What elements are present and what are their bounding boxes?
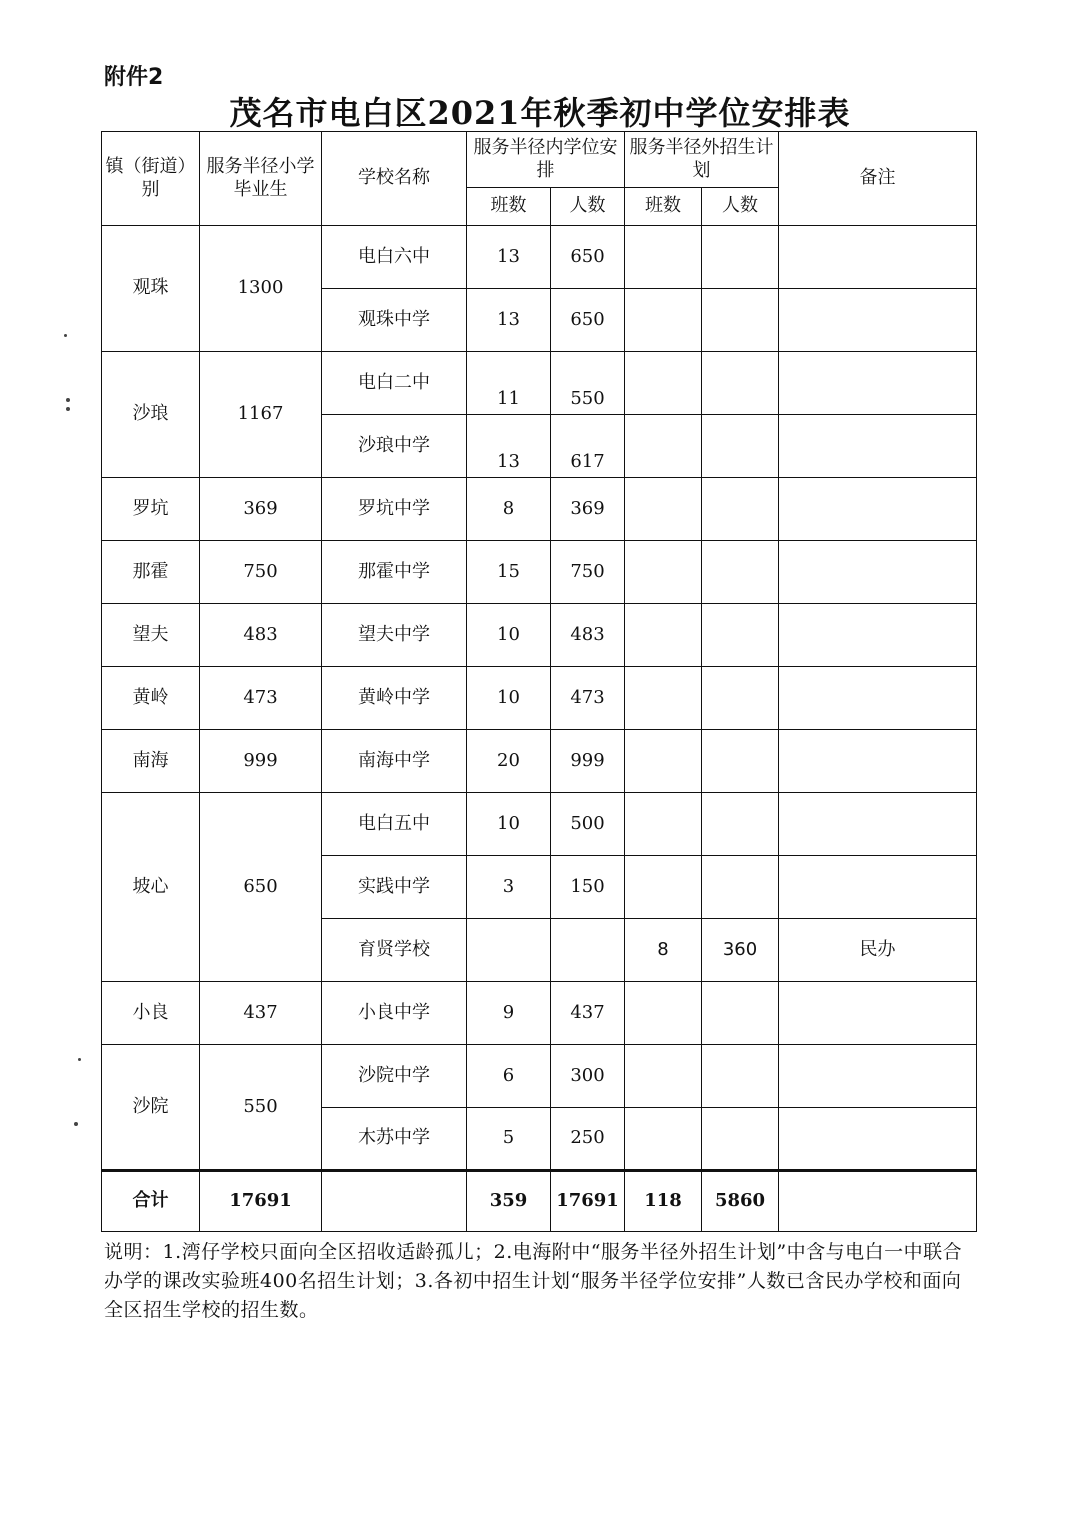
classes-cell: 9	[467, 982, 551, 1045]
scan-speck	[78, 1058, 81, 1061]
classes-cell: 20	[467, 730, 551, 793]
remark-cell	[779, 289, 977, 352]
header-graduates: 服务半径小学毕业生	[200, 132, 322, 226]
remark-cell	[779, 793, 977, 856]
total-out-classes: 118	[625, 1171, 702, 1232]
out-classes-cell	[625, 604, 702, 667]
school-cell: 南海中学	[322, 730, 467, 793]
table-row	[102, 667, 977, 730]
explanatory-note: 说明：1.湾仔学校只面向全区招收适龄孤儿；2.电海附中“服务半径外招生计划”中含与电白一中联合办学的课改实验班400名招生计划；3.各初中招生计划“服务半径学位安排”人数已含民办学校和面向全区招生学校的招生数。	[104, 1241, 963, 1321]
scan-speck	[66, 407, 70, 411]
people-cell: 250	[551, 1108, 625, 1171]
classes-cell: 13	[467, 289, 551, 352]
remark-cell	[779, 982, 977, 1045]
total-label: 合计	[102, 1171, 200, 1232]
table-row	[102, 352, 977, 415]
out-classes-cell	[625, 289, 702, 352]
out-people-cell	[702, 415, 779, 478]
classes-cell: 11	[467, 352, 551, 415]
classes-cell: 10	[467, 793, 551, 856]
classes-cell: 13	[467, 415, 551, 478]
header-outside-people: 人数	[702, 188, 779, 226]
header-inside: 服务半径内学位安排	[467, 132, 625, 188]
document-title: 茂名市电白区2021年秋季初中学位安排表	[229, 94, 851, 132]
header-school: 学校名称	[322, 132, 467, 226]
town-cell: 南海	[102, 730, 200, 793]
out-people-cell: 360	[702, 919, 779, 982]
out-classes-cell	[625, 856, 702, 919]
town-cell: 罗坑	[102, 478, 200, 541]
school-cell: 那霍中学	[322, 541, 467, 604]
out-people-cell	[702, 478, 779, 541]
attachment-label: 附件2	[104, 65, 164, 90]
school-cell: 小良中学	[322, 982, 467, 1045]
total-graduates: 17691	[200, 1171, 322, 1232]
table-row	[102, 478, 977, 541]
people-cell: 473	[551, 667, 625, 730]
remark-cell	[779, 604, 977, 667]
out-classes-cell	[625, 352, 702, 415]
table-row	[102, 1045, 977, 1108]
table-row	[102, 730, 977, 793]
header-remark: 备注	[779, 132, 977, 226]
total-out-people: 5860	[702, 1171, 779, 1232]
scan-speck	[66, 398, 70, 402]
out-people-cell	[702, 604, 779, 667]
out-classes-cell: 8	[625, 919, 702, 982]
graduates-cell: 369	[200, 478, 322, 541]
graduates-cell: 1300	[200, 226, 322, 352]
remark-cell	[779, 730, 977, 793]
people-cell: 369	[551, 478, 625, 541]
people-cell	[551, 919, 625, 982]
town-cell: 小良	[102, 982, 200, 1045]
remark-cell	[779, 1045, 977, 1108]
town-cell: 那霍	[102, 541, 200, 604]
school-cell: 望夫中学	[322, 604, 467, 667]
out-classes-cell	[625, 1108, 702, 1171]
remark-cell	[779, 541, 977, 604]
remark-cell	[779, 667, 977, 730]
classes-cell: 10	[467, 604, 551, 667]
graduates-cell: 550	[200, 1045, 322, 1171]
classes-cell: 10	[467, 667, 551, 730]
graduates-cell: 1167	[200, 352, 322, 478]
people-cell: 750	[551, 541, 625, 604]
graduates-cell: 650	[200, 793, 322, 982]
header-outside: 服务半径外招生计划	[625, 132, 779, 188]
remark-cell	[779, 1108, 977, 1171]
graduates-cell: 483	[200, 604, 322, 667]
header-outside-classes: 班数	[625, 188, 702, 226]
school-cell: 育贤学校	[322, 919, 467, 982]
table-row	[102, 226, 977, 289]
table-row	[102, 541, 977, 604]
graduates-cell: 750	[200, 541, 322, 604]
classes-cell: 3	[467, 856, 551, 919]
table-row	[102, 793, 977, 856]
out-people-cell	[702, 856, 779, 919]
town-cell: 沙院	[102, 1045, 200, 1171]
town-cell: 沙琅	[102, 352, 200, 478]
out-people-cell	[702, 1108, 779, 1171]
town-cell: 观珠	[102, 226, 200, 352]
school-cell: 罗坑中学	[322, 478, 467, 541]
total-school-cell	[322, 1171, 467, 1232]
scan-speck	[74, 1122, 78, 1126]
out-classes-cell	[625, 478, 702, 541]
people-cell: 650	[551, 289, 625, 352]
placement-table	[101, 131, 977, 1232]
school-cell: 观珠中学	[322, 289, 467, 352]
graduates-cell: 473	[200, 667, 322, 730]
out-classes-cell	[625, 667, 702, 730]
classes-cell: 13	[467, 226, 551, 289]
total-remark	[779, 1171, 977, 1232]
people-cell: 550	[551, 352, 625, 415]
town-cell: 望夫	[102, 604, 200, 667]
school-cell: 实践中学	[322, 856, 467, 919]
out-people-cell	[702, 667, 779, 730]
school-cell: 电白二中	[322, 352, 467, 415]
people-cell: 437	[551, 982, 625, 1045]
total-row	[102, 1171, 977, 1232]
people-cell: 650	[551, 226, 625, 289]
classes-cell: 15	[467, 541, 551, 604]
classes-cell	[467, 919, 551, 982]
out-classes-cell	[625, 541, 702, 604]
remark-cell	[779, 856, 977, 919]
header-inside-people: 人数	[551, 188, 625, 226]
school-cell: 木苏中学	[322, 1108, 467, 1171]
town-cell: 黄岭	[102, 667, 200, 730]
out-classes-cell	[625, 226, 702, 289]
out-people-cell	[702, 226, 779, 289]
header-row-1	[102, 132, 977, 188]
school-cell: 黄岭中学	[322, 667, 467, 730]
scan-speck	[64, 334, 67, 337]
classes-cell: 6	[467, 1045, 551, 1108]
graduates-cell: 999	[200, 730, 322, 793]
town-cell: 坡心	[102, 793, 200, 982]
people-cell: 500	[551, 793, 625, 856]
out-people-cell	[702, 730, 779, 793]
header-town: 镇（街道）别	[102, 132, 200, 226]
school-cell: 沙院中学	[322, 1045, 467, 1108]
remark-cell	[779, 352, 977, 415]
out-people-cell	[702, 1045, 779, 1108]
people-cell: 999	[551, 730, 625, 793]
header-inside-classes: 班数	[467, 188, 551, 226]
table-row	[102, 604, 977, 667]
out-classes-cell	[625, 982, 702, 1045]
out-classes-cell	[625, 730, 702, 793]
remark-cell	[779, 415, 977, 478]
table-row	[102, 982, 977, 1045]
remark-cell	[779, 226, 977, 289]
classes-cell: 8	[467, 478, 551, 541]
total-classes: 359	[467, 1171, 551, 1232]
out-classes-cell	[625, 1045, 702, 1108]
out-people-cell	[702, 541, 779, 604]
out-people-cell	[702, 982, 779, 1045]
school-cell: 沙琅中学	[322, 415, 467, 478]
school-cell: 电白六中	[322, 226, 467, 289]
people-cell: 617	[551, 415, 625, 478]
out-people-cell	[702, 352, 779, 415]
out-people-cell	[702, 289, 779, 352]
people-cell: 150	[551, 856, 625, 919]
graduates-cell: 437	[200, 982, 322, 1045]
out-classes-cell	[625, 793, 702, 856]
out-people-cell	[702, 793, 779, 856]
remark-cell: 民办	[779, 919, 977, 982]
remark-cell	[779, 478, 977, 541]
school-cell: 电白五中	[322, 793, 467, 856]
people-cell: 300	[551, 1045, 625, 1108]
classes-cell: 5	[467, 1108, 551, 1171]
total-people: 17691	[551, 1171, 625, 1232]
out-classes-cell	[625, 415, 702, 478]
people-cell: 483	[551, 604, 625, 667]
